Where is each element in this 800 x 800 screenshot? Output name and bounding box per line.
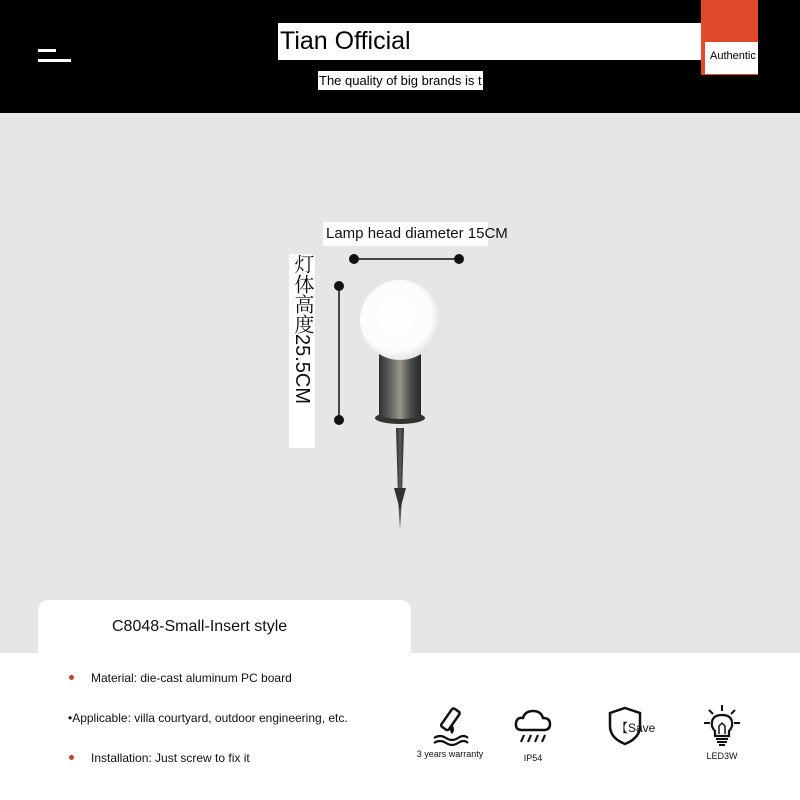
lamp-globe [360, 280, 440, 360]
diameter-dimension-line [349, 254, 464, 264]
authentic-badge [701, 0, 758, 75]
height-label-box [289, 254, 315, 448]
feature-caption: LED3W [706, 751, 738, 761]
diameter-label: Lamp head diameter 15CM [323, 222, 488, 246]
waterproof-icon [430, 706, 470, 746]
spec-applicable: •Applicable: villa courtyard, outdoor engineering, etc. [68, 711, 348, 725]
height-dimension-line [334, 281, 344, 425]
shield-label: 【Save [616, 721, 656, 735]
feature-safe [605, 706, 656, 748]
lamp-illustration [330, 248, 480, 538]
ground-spike [396, 428, 404, 530]
spec-material: Material: die-cast aluminum PC board [91, 671, 292, 685]
top-header [0, 0, 800, 113]
feature-led [697, 704, 747, 761]
hamburger-menu-icon[interactable] [38, 48, 72, 68]
tagline: The quality of big brands is t [319, 73, 482, 88]
feature-caption: 3 years warranty [416, 749, 484, 759]
height-label: 灯体高度25.5CM [291, 254, 313, 405]
rain-cloud-icon [513, 708, 553, 746]
product-name-card [38, 600, 411, 660]
spec-installation: Installation: Just screw to fix it [91, 751, 250, 765]
feature-caption: IP54 [523, 753, 543, 763]
brand-title: Tian Official [278, 23, 748, 60]
feature-warranty [410, 706, 490, 759]
authentic-badge-label: Authentic [710, 50, 756, 62]
bulb-icon [702, 704, 742, 748]
bullet-dot [69, 675, 74, 680]
bullet-dot [69, 755, 74, 760]
model-name: C8048-Small-Insert style [112, 618, 288, 635]
feature-ip54 [510, 708, 556, 763]
